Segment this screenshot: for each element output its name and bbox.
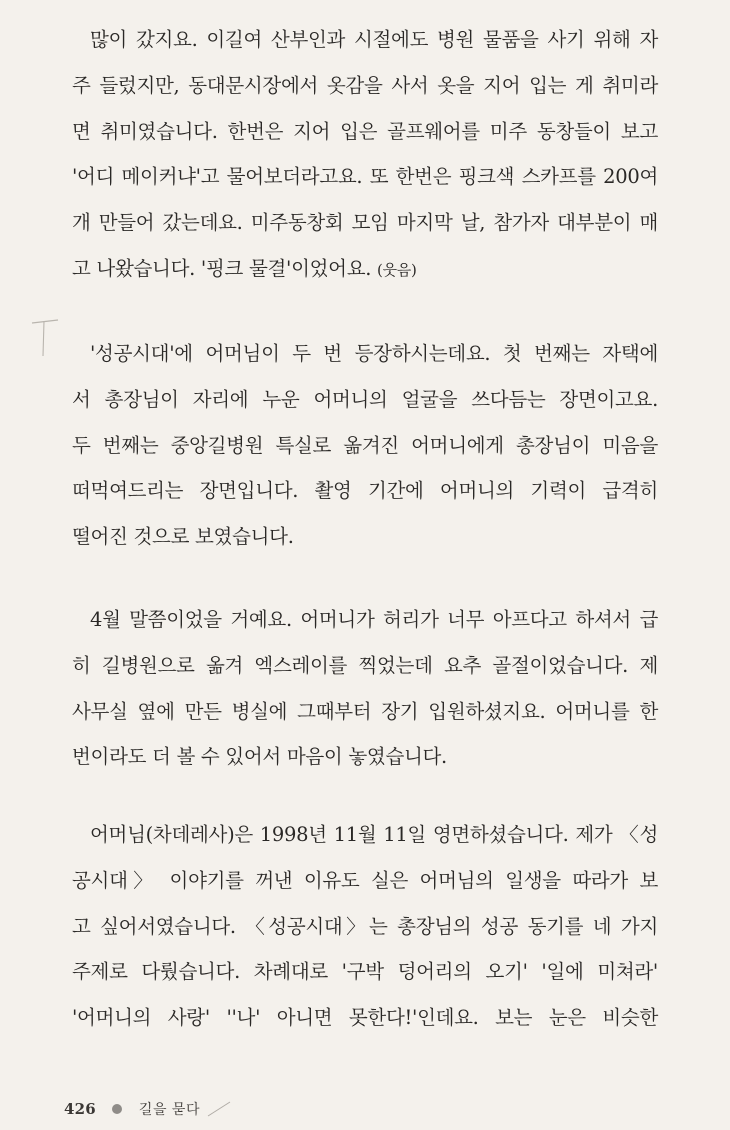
text-line: 많이 갔지요. 이길여 산부인과 시절에도 병원 물품을 사기 위해 자 (90, 28, 658, 51)
text-line: 히 길병원으로 옮겨 엑스레이를 찍었는데 요추 골절이었습니다. 제 (72, 653, 658, 677)
page-number: 426 (64, 1100, 96, 1118)
text-line: 사무실 옆에 만든 병실에 그때부터 장기 입원하셨지요. 어머니를 한 (72, 699, 658, 723)
text-line: 주제로 다뤘습니다. 차례대로 '구박 덩어리의 오기' '일에 미쳐라' (72, 960, 658, 984)
text-line: 번이라도 더 볼 수 있어서 마음이 놓였습니다. (72, 745, 447, 769)
text-line: '성공시대'에 어머님이 두 번 등장하시는데요. 첫 번째는 자택에 (90, 342, 658, 365)
paragraph-4 (72, 812, 658, 1041)
text-aside: (웃음) (377, 260, 417, 279)
text-line: 면 취미였습니다. 한번은 지어 입은 골프웨어를 미주 동창들이 보고 (72, 119, 658, 143)
paragraph-2 (72, 331, 658, 560)
text-line: 4월 말쯤이었을 거예요. 어머니가 허리가 너무 아프다고 하셔서 급 (90, 608, 658, 631)
page-footer (64, 1097, 232, 1121)
text-line: 떨어진 것으로 보였습니다. (72, 525, 294, 549)
running-title: 길을 묻다 (138, 1102, 200, 1118)
text-line: 서 총장님이 자리에 누운 어머니의 얼굴을 쓰다듬는 장면이고요. (72, 387, 658, 411)
text-line: 주 들렀지만, 동대문시장에서 옷감을 사서 옷을 지어 입는 게 취미라 (72, 73, 658, 97)
text-line: 두 번째는 중앙길병원 특실로 옮겨진 어머니에게 총장님이 미음을 (72, 433, 658, 457)
text-line: '어머니의 사랑' ''나' 아니면 못한다!'인데요. 보는 눈은 비슷한 (72, 1006, 658, 1030)
paragraph-3 (72, 597, 658, 780)
paragraph-1 (72, 17, 658, 292)
text-line: 떠먹여드리는 장면입니다. 촬영 기간에 어머니의 기력이 급격히 (72, 479, 658, 503)
text-line: 어머님(차데레사)은 1998년 11월 11일 영면하셨습니다. 제가 〈성 (90, 823, 658, 846)
pencil-mark-icon (28, 318, 64, 358)
text-line: '어디 메이커냐'고 물어보더라고요. 또 한번은 핑크색 스카프를 200여 (72, 165, 658, 189)
text-line: 고 싶어서였습니다. 〈성공시대〉는 총장님의 성공 동기를 네 가지 (72, 914, 658, 938)
slash-mark-icon (206, 1101, 232, 1117)
text-line: 개 만들어 갔는데요. 미주동창회 모임 마지막 날, 참가자 대부분이 매 (72, 211, 658, 235)
bullet-dot-icon (112, 1104, 122, 1114)
text-line-last (72, 246, 658, 292)
text-line: 공시대〉 이야기를 꺼낸 이유도 실은 어머님의 일생을 따라가 보 (72, 868, 658, 892)
text-line-main: 고 나왔습니다. '핑크 물결'이었어요. (72, 256, 372, 280)
